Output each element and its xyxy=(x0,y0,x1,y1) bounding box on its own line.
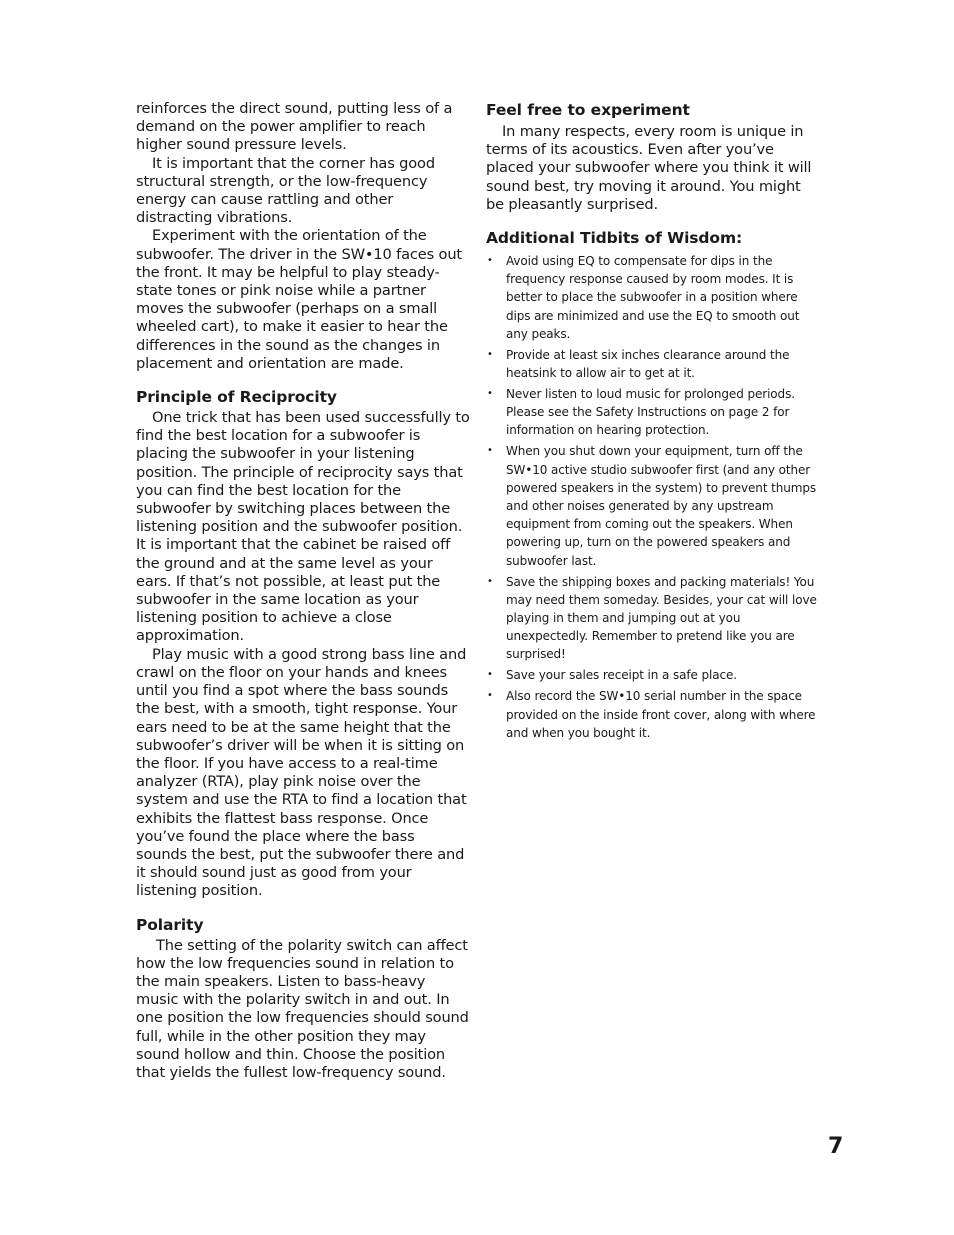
paragraph-polarity: The setting of the polarity switch can affect how the low frequencies sound in relation to the main speakers. Listen to bass-heavy music with the polarity switch in and out. In one position the low frequencies should sound full, while in the other position they may sound hollow and thin. Choose the position that yields the fullest low-frequency sound. xyxy=(136,936,469,1081)
heading-experiment: Feel free to experiment xyxy=(486,101,690,119)
bullet-icon: • xyxy=(487,388,493,400)
bullet-icon: • xyxy=(487,445,493,457)
bullet-icon: • xyxy=(487,348,493,360)
list-item: • Never listen to loud music for prolonged periods. Please see the Safety Instructions on page 2 for information on hearing protection. xyxy=(487,387,795,438)
list-item: • Avoid using EQ to compensate for dips in the frequency response caused by room modes. It is better to place the subwoofer in a position where dips are minimized and use the EQ to smooth out any peaks. xyxy=(487,254,800,341)
list-item: • When you shut down your equipment, turn off the SW•10 active studio subwoofer first (and any other powered speakers in the system) to prevent thumps and other noises generated by any upstream equipment from coming out the speakers. When powering up, turn on the powered speakers and subwoofer last. xyxy=(487,444,817,568)
heading-tidbits: Additional Tidbits of Wisdom: xyxy=(486,229,743,248)
heading-reciprocity: Principle of Reciprocity xyxy=(136,388,337,407)
list-item: • Save the shipping boxes and packing materials! You may need them someday. Besides, your cat will love playing in them and jumping out at you unexpectedly. Remember to pretend like you are surprised! xyxy=(487,574,817,662)
bullet-icon: • xyxy=(487,255,493,267)
list-item: • Provide at least six inches clearance around the heatsink to allow air to get at it. xyxy=(487,347,790,381)
bullet-icon: • xyxy=(487,690,493,702)
heading-polarity: Polarity xyxy=(136,915,204,934)
paragraph-corner-reinforcement: reinforces the direct sound, putting less of a demand on the power amplifier to reach higher sound pressure levels. xyxy=(136,100,453,154)
paragraph-bass-crawl: Play music with a good strong bass line and crawl on the floor on your hands and knees until you find a spot where the bass sounds the best, with a smooth, tight response. Your ears need to be at the same height that the subwoofer’s driver will be when it is sitting on the floor. If you have access to a real-time analyzer (RTA), play pink noise over the system and use the RTA to find a location that exhibits the flattest bass response. Once you’ve found the place where the bass sounds the best, put the subwoofer there and it should sound just as good from your listening position. xyxy=(136,645,467,900)
paragraph-orientation: Experiment with the orientation of the subwoofer. The driver in the SW•10 faces out the front. It may be helpful to play steady-state tones or pink noise while a partner moves the subwoofer (perhaps on a small wheeled cart), to make it easier to hear the differences in the sound as the changes in placement and orientation are made. xyxy=(136,227,462,372)
paragraph-reciprocity-trick: One trick that has been used successfully to find the best location for a subwoofer is placing the subwoofer in your listening position. The principle of reciprocity says that you can find the best location for the subwoofer by switching places between the listening position and the subwoofer position. It is important that the cabinet be raised off the ground and at the same level as your ears. If that’s not possible, at least put the subwoofer in the same location as your listening position to achieve a close approximation. xyxy=(136,409,470,645)
bullet-icon: • xyxy=(487,669,493,681)
left-column xyxy=(136,100,470,1082)
right-column xyxy=(486,100,820,745)
page-number: 7 xyxy=(828,1134,844,1159)
bullet-icon: • xyxy=(487,575,493,587)
list-item: • Save your sales receipt in a safe place. xyxy=(486,666,820,684)
paragraph-structural-strength: It is important that the corner has good structural strength, or the low-frequency energy can cause rattling and other distracting vibrations. xyxy=(136,154,435,227)
tidbits-list xyxy=(486,252,820,742)
list-item: • Also record the SW•10 serial number in the space provided on the inside front cover, along with where and when you bought it. xyxy=(487,689,816,740)
paragraph-experiment: In many respects, every room is unique in terms of its acoustics. Even after you’ve placed your subwoofer where you think it will sound best, try moving it around. You might be pleasantly surprised. xyxy=(486,123,812,213)
